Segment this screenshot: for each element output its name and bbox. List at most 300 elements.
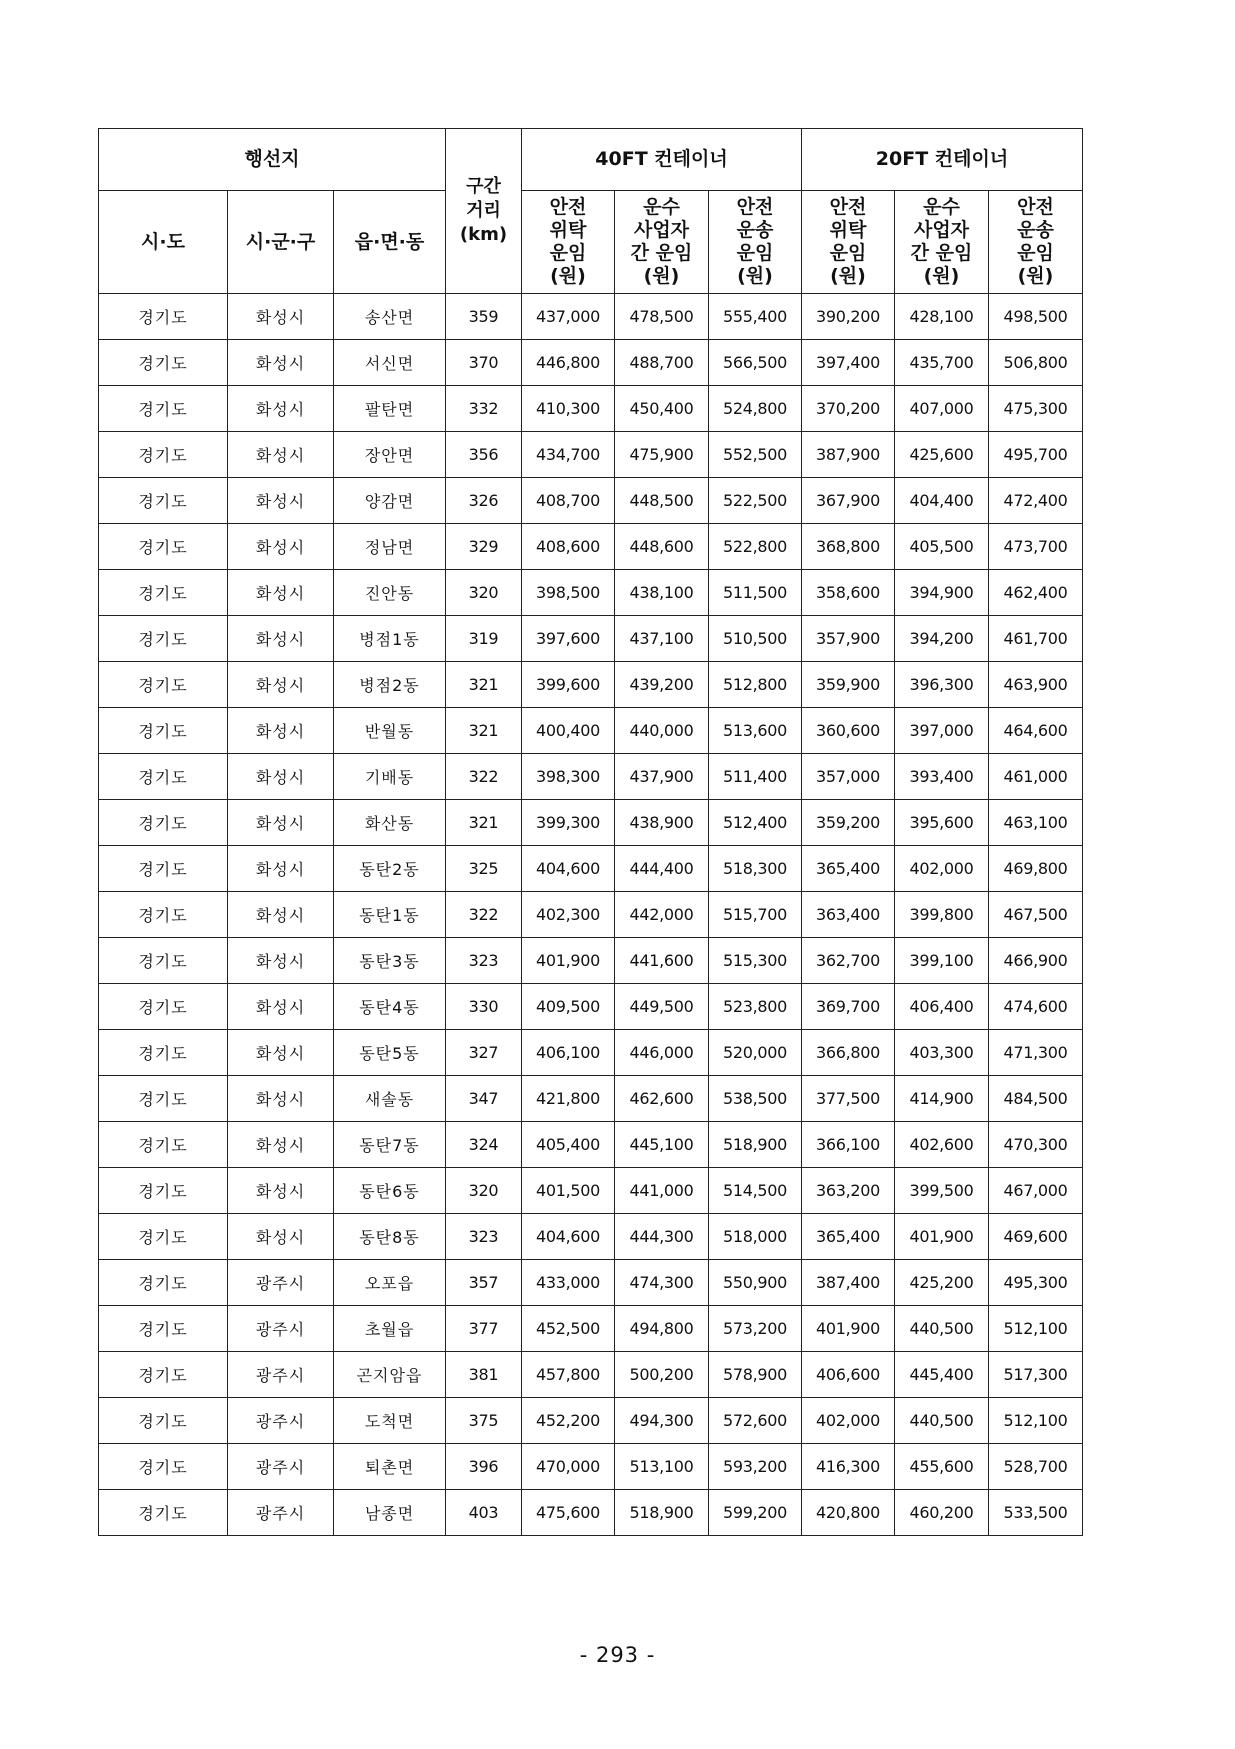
cell-20ft-inter-carrier: 399,800 <box>895 892 989 938</box>
cell-20ft-safe-transport: 495,700 <box>989 432 1083 478</box>
cell-eupmyeondong: 송산면 <box>334 294 446 340</box>
cell-20ft-safe-consignment: 369,700 <box>802 984 895 1030</box>
cell-distance: 323 <box>446 938 522 984</box>
cell-eupmyeondong: 반월동 <box>334 708 446 754</box>
cell-eupmyeondong: 동탄5동 <box>334 1030 446 1076</box>
cell-40ft-safe-transport: 520,000 <box>709 1030 802 1076</box>
cell-20ft-safe-consignment: 357,000 <box>802 754 895 800</box>
cell-sido: 경기도 <box>99 1490 228 1536</box>
table-row <box>99 1490 1083 1536</box>
cell-20ft-safe-transport: 475,300 <box>989 386 1083 432</box>
cell-sigungu: 화성시 <box>228 1030 334 1076</box>
col-20ft-safe-transport-rate: 안전 운송 운임 (원) <box>989 191 1083 294</box>
cell-40ft-inter-carrier: 440,000 <box>615 708 709 754</box>
cell-40ft-safe-transport: 515,300 <box>709 938 802 984</box>
cell-eupmyeondong: 동탄1동 <box>334 892 446 938</box>
cell-20ft-inter-carrier: 397,000 <box>895 708 989 754</box>
cell-20ft-safe-transport: 528,700 <box>989 1444 1083 1490</box>
cell-20ft-safe-transport: 461,000 <box>989 754 1083 800</box>
cell-20ft-inter-carrier: 396,300 <box>895 662 989 708</box>
cell-40ft-inter-carrier: 438,100 <box>615 570 709 616</box>
cell-distance: 320 <box>446 570 522 616</box>
cell-20ft-inter-carrier: 395,600 <box>895 800 989 846</box>
cell-40ft-safe-consignment: 399,600 <box>522 662 615 708</box>
cell-distance: 326 <box>446 478 522 524</box>
cell-sigungu: 광주시 <box>228 1306 334 1352</box>
cell-distance: 319 <box>446 616 522 662</box>
cell-distance: 321 <box>446 662 522 708</box>
cell-eupmyeondong: 정남면 <box>334 524 446 570</box>
cell-sigungu: 화성시 <box>228 892 334 938</box>
cell-distance: 375 <box>446 1398 522 1444</box>
freight-rate-table <box>98 128 1083 1536</box>
table-row <box>99 340 1083 386</box>
cell-sigungu: 광주시 <box>228 1352 334 1398</box>
cell-distance: 396 <box>446 1444 522 1490</box>
cell-40ft-safe-transport: 555,400 <box>709 294 802 340</box>
cell-40ft-inter-carrier: 462,600 <box>615 1076 709 1122</box>
cell-sigungu: 화성시 <box>228 524 334 570</box>
table-row <box>99 708 1083 754</box>
cell-40ft-safe-consignment: 446,800 <box>522 340 615 386</box>
cell-40ft-inter-carrier: 475,900 <box>615 432 709 478</box>
table-row <box>99 1352 1083 1398</box>
cell-40ft-safe-transport: 524,800 <box>709 386 802 432</box>
cell-20ft-safe-transport: 464,600 <box>989 708 1083 754</box>
cell-distance: 322 <box>446 754 522 800</box>
cell-20ft-safe-consignment: 368,800 <box>802 524 895 570</box>
cell-20ft-safe-consignment: 360,600 <box>802 708 895 754</box>
cell-20ft-safe-transport: 463,900 <box>989 662 1083 708</box>
cell-sido: 경기도 <box>99 386 228 432</box>
cell-40ft-safe-consignment: 399,300 <box>522 800 615 846</box>
cell-20ft-inter-carrier: 402,600 <box>895 1122 989 1168</box>
cell-40ft-inter-carrier: 444,300 <box>615 1214 709 1260</box>
cell-eupmyeondong: 곤지암읍 <box>334 1352 446 1398</box>
cell-40ft-safe-consignment: 401,900 <box>522 938 615 984</box>
cell-sido: 경기도 <box>99 432 228 478</box>
header-40ft-container: 40FT 컨테이너 <box>522 129 802 191</box>
col-20ft-safe-consignment-rate: 안전 위탁 운임 (원) <box>802 191 895 294</box>
cell-distance: 321 <box>446 708 522 754</box>
cell-20ft-safe-transport: 474,600 <box>989 984 1083 1030</box>
cell-40ft-safe-consignment: 409,500 <box>522 984 615 1030</box>
cell-40ft-safe-consignment: 421,800 <box>522 1076 615 1122</box>
cell-20ft-safe-consignment: 366,800 <box>802 1030 895 1076</box>
cell-20ft-safe-transport: 467,000 <box>989 1168 1083 1214</box>
cell-20ft-safe-consignment: 363,400 <box>802 892 895 938</box>
cell-sigungu: 화성시 <box>228 662 334 708</box>
cell-sigungu: 화성시 <box>228 708 334 754</box>
cell-eupmyeondong: 동탄4동 <box>334 984 446 1030</box>
table-row <box>99 846 1083 892</box>
cell-20ft-safe-transport: 467,500 <box>989 892 1083 938</box>
table-row <box>99 892 1083 938</box>
cell-sido: 경기도 <box>99 1444 228 1490</box>
col-40ft-safe-transport-rate: 안전 운송 운임 (원) <box>709 191 802 294</box>
cell-40ft-safe-transport: 566,500 <box>709 340 802 386</box>
cell-40ft-safe-transport: 513,600 <box>709 708 802 754</box>
cell-40ft-safe-transport: 593,200 <box>709 1444 802 1490</box>
cell-sigungu: 화성시 <box>228 754 334 800</box>
cell-20ft-safe-transport: 512,100 <box>989 1398 1083 1444</box>
cell-eupmyeondong: 팔탄면 <box>334 386 446 432</box>
cell-20ft-inter-carrier: 445,400 <box>895 1352 989 1398</box>
cell-distance: 332 <box>446 386 522 432</box>
cell-20ft-safe-consignment: 358,600 <box>802 570 895 616</box>
table-row <box>99 478 1083 524</box>
cell-eupmyeondong: 화산동 <box>334 800 446 846</box>
col-40ft-safe-consignment-rate: 안전 위탁 운임 (원) <box>522 191 615 294</box>
cell-40ft-safe-consignment: 470,000 <box>522 1444 615 1490</box>
cell-40ft-inter-carrier: 494,300 <box>615 1398 709 1444</box>
cell-eupmyeondong: 동탄3동 <box>334 938 446 984</box>
cell-sigungu: 광주시 <box>228 1490 334 1536</box>
cell-40ft-safe-transport: 523,800 <box>709 984 802 1030</box>
cell-20ft-safe-consignment: 401,900 <box>802 1306 895 1352</box>
cell-20ft-safe-transport: 466,900 <box>989 938 1083 984</box>
col-20ft-inter-carrier-rate: 운수 사업자 간 운임 (원) <box>895 191 989 294</box>
cell-distance: 324 <box>446 1122 522 1168</box>
cell-20ft-safe-consignment: 359,200 <box>802 800 895 846</box>
cell-sigungu: 광주시 <box>228 1444 334 1490</box>
cell-40ft-safe-transport: 578,900 <box>709 1352 802 1398</box>
cell-40ft-safe-consignment: 437,000 <box>522 294 615 340</box>
cell-20ft-safe-transport: 463,100 <box>989 800 1083 846</box>
cell-eupmyeondong: 장안면 <box>334 432 446 478</box>
cell-sigungu: 화성시 <box>228 1076 334 1122</box>
cell-sido: 경기도 <box>99 294 228 340</box>
cell-sigungu: 화성시 <box>228 294 334 340</box>
cell-40ft-safe-consignment: 452,500 <box>522 1306 615 1352</box>
table-row <box>99 1168 1083 1214</box>
cell-20ft-safe-consignment: 377,500 <box>802 1076 895 1122</box>
cell-20ft-inter-carrier: 440,500 <box>895 1306 989 1352</box>
cell-40ft-inter-carrier: 513,100 <box>615 1444 709 1490</box>
col-sigungu: 시·군·구 <box>228 191 334 294</box>
cell-20ft-safe-consignment: 402,000 <box>802 1398 895 1444</box>
cell-40ft-safe-transport: 515,700 <box>709 892 802 938</box>
cell-sido: 경기도 <box>99 1168 228 1214</box>
cell-distance: 322 <box>446 892 522 938</box>
col-eupmyeondong: 읍·면·동 <box>334 191 446 294</box>
cell-20ft-safe-transport: 533,500 <box>989 1490 1083 1536</box>
cell-sigungu: 화성시 <box>228 340 334 386</box>
cell-sigungu: 화성시 <box>228 938 334 984</box>
table-row <box>99 800 1083 846</box>
cell-20ft-safe-transport: 473,700 <box>989 524 1083 570</box>
cell-40ft-inter-carrier: 438,900 <box>615 800 709 846</box>
cell-40ft-safe-transport: 573,200 <box>709 1306 802 1352</box>
cell-sido: 경기도 <box>99 478 228 524</box>
cell-sigungu: 화성시 <box>228 432 334 478</box>
cell-40ft-safe-consignment: 404,600 <box>522 1214 615 1260</box>
cell-20ft-inter-carrier: 428,100 <box>895 294 989 340</box>
header-distance: 구간 거리 (km) <box>446 129 522 294</box>
cell-eupmyeondong: 새솔동 <box>334 1076 446 1122</box>
cell-distance: 370 <box>446 340 522 386</box>
cell-40ft-safe-transport: 538,500 <box>709 1076 802 1122</box>
table-row <box>99 432 1083 478</box>
cell-40ft-inter-carrier: 444,400 <box>615 846 709 892</box>
cell-40ft-safe-transport: 522,500 <box>709 478 802 524</box>
cell-40ft-safe-transport: 518,300 <box>709 846 802 892</box>
cell-20ft-safe-transport: 461,700 <box>989 616 1083 662</box>
cell-40ft-inter-carrier: 478,500 <box>615 294 709 340</box>
table-row <box>99 386 1083 432</box>
cell-40ft-safe-consignment: 398,300 <box>522 754 615 800</box>
cell-20ft-safe-consignment: 362,700 <box>802 938 895 984</box>
cell-20ft-inter-carrier: 394,900 <box>895 570 989 616</box>
cell-40ft-safe-transport: 552,500 <box>709 432 802 478</box>
page-number: - 293 - <box>579 1643 656 1667</box>
cell-20ft-inter-carrier: 460,200 <box>895 1490 989 1536</box>
cell-eupmyeondong: 양감면 <box>334 478 446 524</box>
cell-sido: 경기도 <box>99 800 228 846</box>
cell-20ft-safe-consignment: 359,900 <box>802 662 895 708</box>
table-body <box>99 294 1083 1536</box>
cell-40ft-safe-consignment: 404,600 <box>522 846 615 892</box>
cell-sido: 경기도 <box>99 1122 228 1168</box>
cell-40ft-inter-carrier: 494,800 <box>615 1306 709 1352</box>
cell-40ft-inter-carrier: 445,100 <box>615 1122 709 1168</box>
cell-sigungu: 광주시 <box>228 1398 334 1444</box>
cell-20ft-inter-carrier: 402,000 <box>895 846 989 892</box>
cell-eupmyeondong: 퇴촌면 <box>334 1444 446 1490</box>
cell-sido: 경기도 <box>99 1214 228 1260</box>
cell-20ft-safe-consignment: 390,200 <box>802 294 895 340</box>
cell-40ft-safe-consignment: 406,100 <box>522 1030 615 1076</box>
cell-40ft-safe-transport: 522,800 <box>709 524 802 570</box>
cell-20ft-inter-carrier: 401,900 <box>895 1214 989 1260</box>
cell-sigungu: 화성시 <box>228 1168 334 1214</box>
cell-20ft-safe-transport: 469,800 <box>989 846 1083 892</box>
cell-40ft-inter-carrier: 500,200 <box>615 1352 709 1398</box>
cell-20ft-inter-carrier: 440,500 <box>895 1398 989 1444</box>
cell-sido: 경기도 <box>99 340 228 386</box>
cell-40ft-safe-consignment: 452,200 <box>522 1398 615 1444</box>
cell-sido: 경기도 <box>99 616 228 662</box>
cell-40ft-safe-transport: 512,400 <box>709 800 802 846</box>
cell-40ft-safe-consignment: 408,600 <box>522 524 615 570</box>
cell-20ft-inter-carrier: 399,100 <box>895 938 989 984</box>
cell-eupmyeondong: 오포읍 <box>334 1260 446 1306</box>
cell-eupmyeondong: 동탄2동 <box>334 846 446 892</box>
cell-20ft-inter-carrier: 406,400 <box>895 984 989 1030</box>
cell-distance: 329 <box>446 524 522 570</box>
cell-20ft-safe-transport: 470,300 <box>989 1122 1083 1168</box>
cell-20ft-safe-transport: 472,400 <box>989 478 1083 524</box>
cell-20ft-safe-transport: 471,300 <box>989 1030 1083 1076</box>
cell-sigungu: 화성시 <box>228 984 334 1030</box>
cell-20ft-inter-carrier: 455,600 <box>895 1444 989 1490</box>
cell-20ft-safe-consignment: 420,800 <box>802 1490 895 1536</box>
table-row <box>99 1214 1083 1260</box>
col-40ft-inter-carrier-rate: 운수 사업자 간 운임 (원) <box>615 191 709 294</box>
cell-sigungu: 화성시 <box>228 478 334 524</box>
cell-40ft-safe-transport: 550,900 <box>709 1260 802 1306</box>
cell-40ft-inter-carrier: 442,000 <box>615 892 709 938</box>
cell-20ft-safe-consignment: 365,400 <box>802 846 895 892</box>
cell-20ft-safe-consignment: 387,400 <box>802 1260 895 1306</box>
cell-20ft-inter-carrier: 407,000 <box>895 386 989 432</box>
cell-20ft-inter-carrier: 393,400 <box>895 754 989 800</box>
cell-eupmyeondong: 병점2동 <box>334 662 446 708</box>
cell-eupmyeondong: 도척면 <box>334 1398 446 1444</box>
cell-20ft-safe-consignment: 365,400 <box>802 1214 895 1260</box>
cell-sigungu: 화성시 <box>228 1214 334 1260</box>
cell-20ft-safe-transport: 517,300 <box>989 1352 1083 1398</box>
cell-sido: 경기도 <box>99 754 228 800</box>
cell-sigungu: 화성시 <box>228 570 334 616</box>
cell-40ft-safe-transport: 518,900 <box>709 1122 802 1168</box>
table-row <box>99 524 1083 570</box>
header-destination: 행선지 <box>99 129 446 191</box>
cell-sido: 경기도 <box>99 524 228 570</box>
table-row <box>99 294 1083 340</box>
cell-40ft-inter-carrier: 446,000 <box>615 1030 709 1076</box>
cell-40ft-inter-carrier: 441,600 <box>615 938 709 984</box>
cell-40ft-inter-carrier: 518,900 <box>615 1490 709 1536</box>
table-row <box>99 1444 1083 1490</box>
cell-sigungu: 화성시 <box>228 846 334 892</box>
cell-sido: 경기도 <box>99 662 228 708</box>
cell-sido: 경기도 <box>99 1306 228 1352</box>
cell-sido: 경기도 <box>99 708 228 754</box>
cell-sido: 경기도 <box>99 846 228 892</box>
cell-20ft-safe-transport: 484,500 <box>989 1076 1083 1122</box>
cell-sido: 경기도 <box>99 1076 228 1122</box>
cell-distance: 403 <box>446 1490 522 1536</box>
cell-sido: 경기도 <box>99 1398 228 1444</box>
table-row <box>99 1306 1083 1352</box>
cell-sido: 경기도 <box>99 1030 228 1076</box>
cell-eupmyeondong: 동탄7동 <box>334 1122 446 1168</box>
cell-40ft-inter-carrier: 488,700 <box>615 340 709 386</box>
cell-40ft-safe-transport: 514,500 <box>709 1168 802 1214</box>
table-row <box>99 1076 1083 1122</box>
cell-distance: 323 <box>446 1214 522 1260</box>
cell-40ft-safe-consignment: 400,400 <box>522 708 615 754</box>
cell-20ft-inter-carrier: 403,300 <box>895 1030 989 1076</box>
cell-sido: 경기도 <box>99 938 228 984</box>
cell-40ft-safe-consignment: 402,300 <box>522 892 615 938</box>
cell-20ft-safe-transport: 462,400 <box>989 570 1083 616</box>
cell-eupmyeondong: 동탄8동 <box>334 1214 446 1260</box>
cell-distance: 321 <box>446 800 522 846</box>
cell-20ft-safe-consignment: 387,900 <box>802 432 895 478</box>
cell-40ft-safe-transport: 510,500 <box>709 616 802 662</box>
cell-sigungu: 광주시 <box>228 1260 334 1306</box>
cell-20ft-safe-transport: 498,500 <box>989 294 1083 340</box>
cell-40ft-safe-transport: 572,600 <box>709 1398 802 1444</box>
cell-distance: 381 <box>446 1352 522 1398</box>
cell-sido: 경기도 <box>99 570 228 616</box>
table-header <box>99 129 1083 294</box>
cell-40ft-inter-carrier: 439,200 <box>615 662 709 708</box>
cell-40ft-safe-transport: 511,400 <box>709 754 802 800</box>
cell-distance: 357 <box>446 1260 522 1306</box>
table-row <box>99 1260 1083 1306</box>
cell-20ft-safe-transport: 495,300 <box>989 1260 1083 1306</box>
table-row <box>99 984 1083 1030</box>
cell-distance: 359 <box>446 294 522 340</box>
cell-20ft-safe-consignment: 363,200 <box>802 1168 895 1214</box>
cell-distance: 377 <box>446 1306 522 1352</box>
cell-distance: 320 <box>446 1168 522 1214</box>
col-sido: 시·도 <box>99 191 228 294</box>
cell-40ft-safe-transport: 599,200 <box>709 1490 802 1536</box>
cell-20ft-safe-consignment: 357,900 <box>802 616 895 662</box>
cell-40ft-safe-transport: 511,500 <box>709 570 802 616</box>
cell-40ft-inter-carrier: 437,100 <box>615 616 709 662</box>
cell-40ft-inter-carrier: 437,900 <box>615 754 709 800</box>
cell-40ft-inter-carrier: 448,600 <box>615 524 709 570</box>
cell-sido: 경기도 <box>99 984 228 1030</box>
cell-sido: 경기도 <box>99 1260 228 1306</box>
cell-sigungu: 화성시 <box>228 800 334 846</box>
cell-eupmyeondong: 서신면 <box>334 340 446 386</box>
cell-40ft-safe-consignment: 434,700 <box>522 432 615 478</box>
cell-20ft-safe-transport: 506,800 <box>989 340 1083 386</box>
cell-40ft-safe-consignment: 410,300 <box>522 386 615 432</box>
cell-40ft-inter-carrier: 474,300 <box>615 1260 709 1306</box>
table-row <box>99 662 1083 708</box>
cell-20ft-inter-carrier: 414,900 <box>895 1076 989 1122</box>
cell-sigungu: 화성시 <box>228 386 334 432</box>
header-20ft-container: 20FT 컨테이너 <box>802 129 1083 191</box>
cell-eupmyeondong: 기배동 <box>334 754 446 800</box>
cell-20ft-safe-transport: 469,600 <box>989 1214 1083 1260</box>
cell-20ft-inter-carrier: 405,500 <box>895 524 989 570</box>
cell-20ft-inter-carrier: 404,400 <box>895 478 989 524</box>
cell-eupmyeondong: 병점1동 <box>334 616 446 662</box>
cell-distance: 347 <box>446 1076 522 1122</box>
cell-40ft-safe-consignment: 433,000 <box>522 1260 615 1306</box>
cell-40ft-safe-consignment: 397,600 <box>522 616 615 662</box>
cell-20ft-inter-carrier: 425,200 <box>895 1260 989 1306</box>
cell-sigungu: 화성시 <box>228 1122 334 1168</box>
cell-sido: 경기도 <box>99 1352 228 1398</box>
cell-20ft-safe-transport: 512,100 <box>989 1306 1083 1352</box>
cell-20ft-safe-consignment: 416,300 <box>802 1444 895 1490</box>
cell-40ft-safe-consignment: 457,800 <box>522 1352 615 1398</box>
cell-40ft-safe-transport: 512,800 <box>709 662 802 708</box>
cell-40ft-inter-carrier: 448,500 <box>615 478 709 524</box>
cell-20ft-inter-carrier: 399,500 <box>895 1168 989 1214</box>
table-row <box>99 570 1083 616</box>
cell-40ft-safe-consignment: 408,700 <box>522 478 615 524</box>
cell-20ft-safe-consignment: 397,400 <box>802 340 895 386</box>
cell-20ft-safe-consignment: 367,900 <box>802 478 895 524</box>
cell-distance: 327 <box>446 1030 522 1076</box>
cell-40ft-safe-consignment: 398,500 <box>522 570 615 616</box>
cell-40ft-inter-carrier: 449,500 <box>615 984 709 1030</box>
cell-40ft-safe-consignment: 405,400 <box>522 1122 615 1168</box>
cell-40ft-safe-consignment: 401,500 <box>522 1168 615 1214</box>
cell-sigungu: 화성시 <box>228 616 334 662</box>
cell-eupmyeondong: 동탄6동 <box>334 1168 446 1214</box>
cell-eupmyeondong: 초월읍 <box>334 1306 446 1352</box>
table-row <box>99 1122 1083 1168</box>
table-row <box>99 1398 1083 1444</box>
cell-20ft-inter-carrier: 425,600 <box>895 432 989 478</box>
cell-40ft-inter-carrier: 441,000 <box>615 1168 709 1214</box>
cell-distance: 356 <box>446 432 522 478</box>
cell-40ft-safe-transport: 518,000 <box>709 1214 802 1260</box>
cell-20ft-inter-carrier: 435,700 <box>895 340 989 386</box>
cell-eupmyeondong: 진안동 <box>334 570 446 616</box>
